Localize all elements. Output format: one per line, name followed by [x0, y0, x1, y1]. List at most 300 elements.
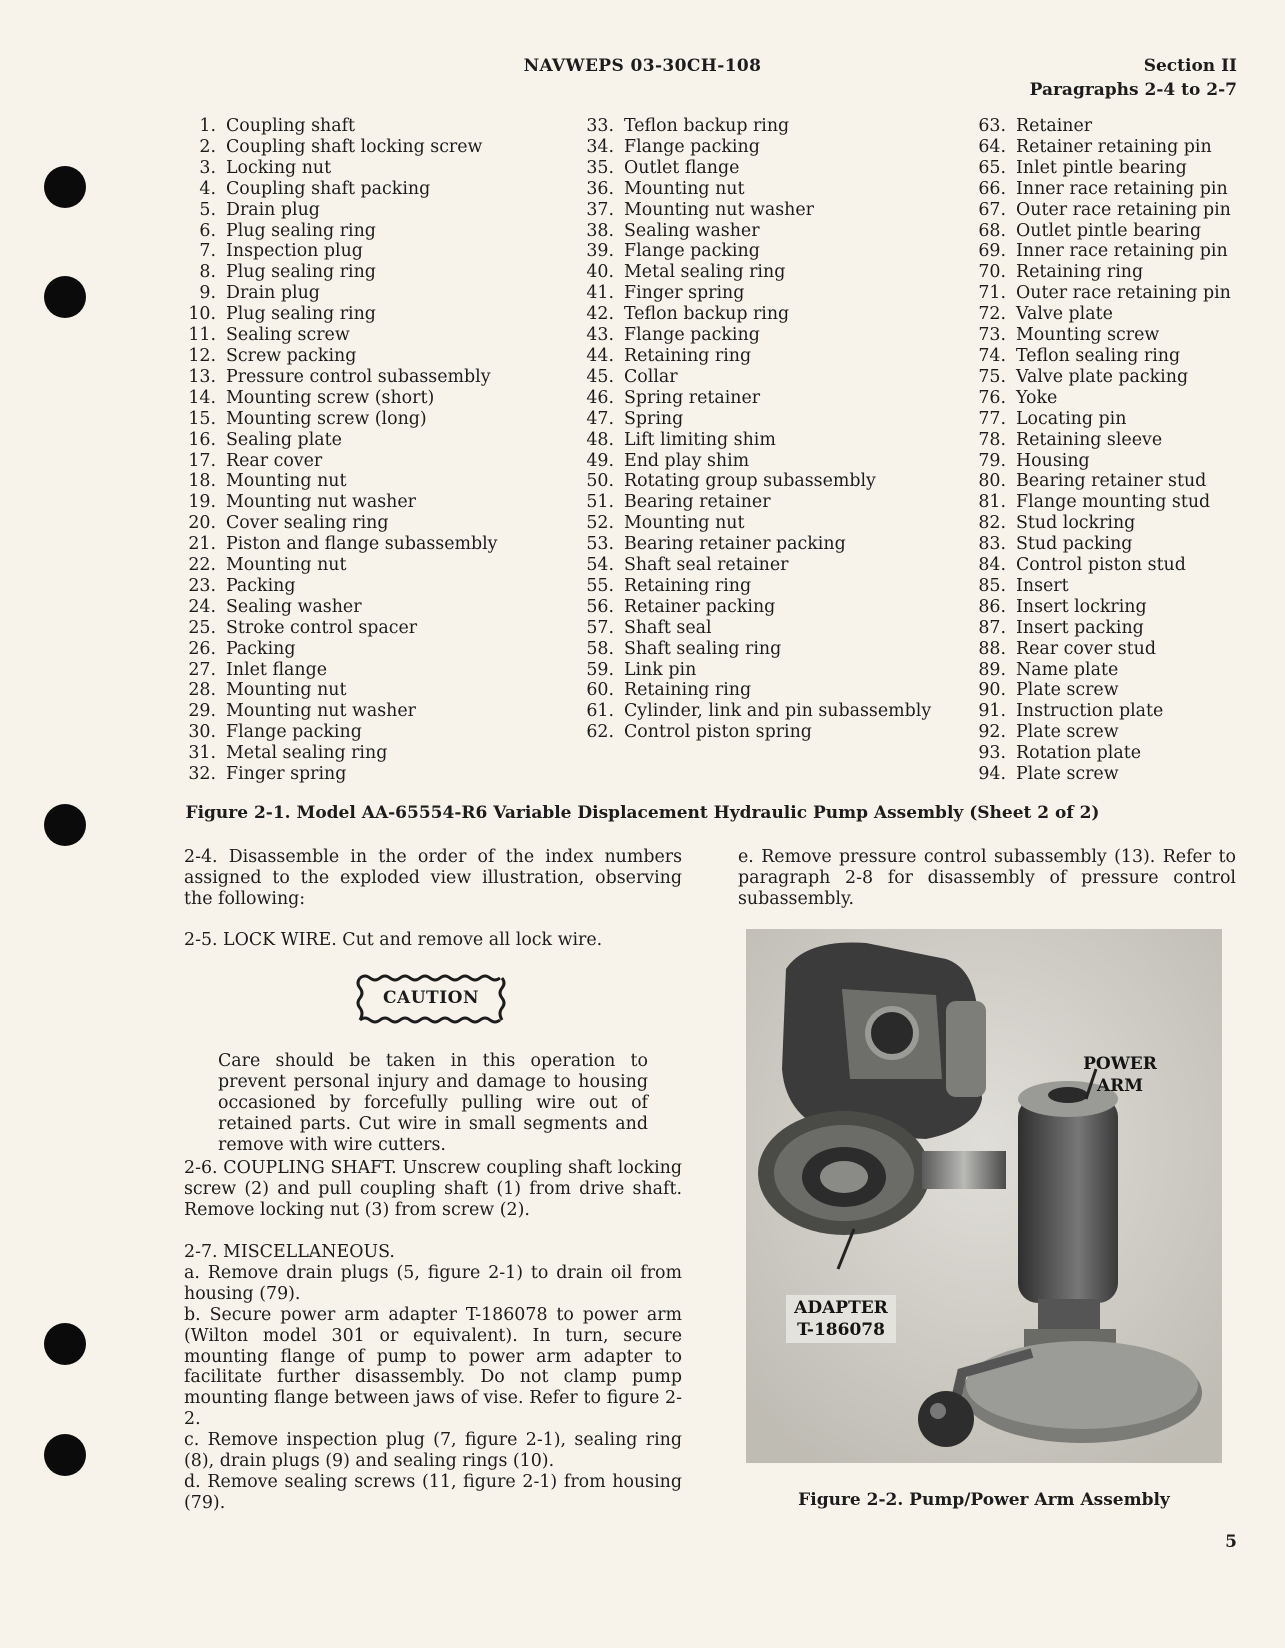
power-arm-label-line1: POWER [1083, 1054, 1157, 1074]
part-name: Retaining ring [624, 345, 752, 366]
parts-list-item [578, 513, 938, 534]
part-name: Stroke control spacer [226, 617, 418, 638]
part-index-number: 17. [188, 450, 216, 471]
part-name: Instruction plate [1016, 701, 1164, 722]
part-name: Control piston spring [624, 722, 812, 743]
part-index-number: 81. [978, 492, 1006, 513]
part-index-number: 20. [188, 513, 216, 534]
part-name: Lift limiting shim [624, 429, 776, 450]
parts-list-item [176, 430, 536, 451]
part-index-number: 1. [199, 116, 216, 136]
part-index-number: 67. [978, 199, 1006, 220]
part-name: Flange packing [624, 136, 760, 157]
part-index-number: 28. [188, 680, 216, 701]
part-index-number: 73. [978, 325, 1006, 346]
parts-list-item [578, 471, 938, 492]
part-name: Inspection plug [226, 241, 363, 262]
paragraph-2-7-d: d. Remove sealing screws (11, figure 2-1) from housing (79). [184, 1471, 682, 1513]
parts-list-item [968, 680, 1258, 701]
parts-list-item [578, 680, 938, 701]
part-name: Plate screw [1016, 722, 1119, 743]
parts-list-item [176, 116, 536, 137]
part-index-number: 11. [188, 325, 216, 346]
part-index-number: 85. [978, 575, 1006, 596]
part-name: Rotating group subassembly [624, 471, 876, 492]
part-index-number: 74. [978, 345, 1006, 366]
part-name: Collar [624, 366, 678, 387]
parts-list-item [176, 492, 536, 513]
part-index-number: 31. [188, 743, 216, 764]
part-name: Sealing plate [226, 429, 342, 450]
part-name: Outer race retaining pin [1016, 283, 1231, 304]
parts-list-item [578, 701, 938, 722]
parts-list-item [578, 451, 938, 472]
paragraph-2-7-a: a. Remove drain plugs (5, figure 2-1) to drain oil from housing (79). [184, 1262, 682, 1304]
part-name: Shaft seal [624, 617, 712, 638]
photo-illustration [746, 929, 1222, 1463]
part-name: Valve plate packing [1016, 366, 1189, 387]
parts-list-item [176, 660, 536, 681]
binder-hole [44, 166, 86, 208]
part-index-number: 33. [586, 116, 614, 136]
part-index-number: 77. [978, 408, 1006, 429]
part-index-number: 13. [188, 366, 216, 387]
part-name: Yoke [1016, 387, 1058, 408]
part-index-number: 41. [586, 283, 614, 304]
part-name: Control piston stud [1016, 555, 1186, 576]
part-name: Teflon backup ring [624, 304, 790, 325]
part-name: Flange packing [624, 325, 760, 346]
parts-list-item [578, 221, 938, 242]
part-name: Bearing retainer packing [624, 534, 846, 555]
part-index-number: 15. [188, 408, 216, 429]
part-index-number: 16. [188, 429, 216, 450]
part-index-number: 76. [978, 387, 1006, 408]
part-name: Rotation plate [1016, 743, 1142, 764]
parts-list-item [176, 179, 536, 200]
part-name: Outlet flange [624, 157, 740, 178]
parts-list-item [578, 179, 938, 200]
parts-list-item [968, 325, 1258, 346]
parts-list-item [968, 158, 1258, 179]
power-arm-label-line2: ARM [1096, 1076, 1144, 1096]
parts-list-item [176, 137, 536, 158]
part-name: Finger spring [226, 764, 347, 785]
paragraph-2-7-c: c. Remove inspection plug (7, figure 2-1), sealing ring (8), drain plugs (9) and sealing rings (10). [184, 1430, 682, 1472]
parts-list-item [578, 555, 938, 576]
part-name: Coupling shaft packing [226, 178, 431, 199]
parts-list-item [578, 158, 938, 179]
part-name: Stud packing [1016, 534, 1133, 555]
part-index-number: 25. [188, 617, 216, 638]
part-index-number: 2. [199, 136, 216, 157]
part-index-number: 93. [978, 743, 1006, 764]
parts-list-column-1 [176, 116, 536, 785]
part-name: Cover sealing ring [226, 513, 389, 534]
part-name: Flange packing [624, 241, 760, 262]
part-index-number: 78. [978, 429, 1006, 450]
parts-list-item [176, 555, 536, 576]
parts-list-item [968, 388, 1258, 409]
parts-list-item [968, 304, 1258, 325]
part-index-number: 24. [188, 596, 216, 617]
part-index-number: 84. [978, 555, 1006, 576]
paragraph-2-7-b: b. Secure power arm adapter T-186078 to power arm (Wilton model 301 or equivalent). In turn, secure mounting flange of pump to power arm adapter to facilitate further disassembly. Do not clamp pump mounting flange between jaws of vise. Refer to figure 2-2. [184, 1304, 682, 1430]
parts-list-item [968, 262, 1258, 283]
part-index-number: 35. [586, 157, 614, 178]
part-name: Retainer [1016, 116, 1093, 136]
parts-list-item [176, 513, 536, 534]
parts-list-item [176, 618, 536, 639]
parts-list-item [578, 200, 938, 221]
part-name: Mounting screw [1016, 325, 1160, 346]
part-index-number: 57. [586, 617, 614, 638]
parts-list-item [578, 722, 938, 743]
part-name: Sealing washer [624, 220, 760, 241]
part-index-number: 5. [199, 199, 216, 220]
part-index-number: 53. [586, 534, 614, 555]
part-index-number: 64. [978, 136, 1006, 157]
parts-list-item [176, 451, 536, 472]
parts-list-item [176, 325, 536, 346]
power-arm-label [1070, 1053, 1170, 1097]
parts-list-item [578, 534, 938, 555]
parts-list-item [968, 367, 1258, 388]
part-index-number: 50. [586, 471, 614, 492]
part-index-number: 47. [586, 408, 614, 429]
figure-2-1-caption: Figure 2-1. Model AA-65554-R6 Variable Displacement Hydraulic Pump Assembly (Sheet 2 of 2) [185, 803, 1100, 823]
part-index-number: 19. [188, 492, 216, 513]
section-reference [1030, 54, 1237, 102]
part-name: Insert [1016, 575, 1069, 596]
parts-list-item [968, 555, 1258, 576]
parts-list-item [578, 409, 938, 430]
part-name: Inlet flange [226, 659, 328, 680]
paragraph-2-5: 2-5. LOCK WIRE. Cut and remove all lock wire. [184, 930, 603, 950]
part-name: Screw packing [226, 345, 357, 366]
parts-list-item [968, 116, 1258, 137]
part-name: Finger spring [624, 283, 745, 304]
part-name: Outer race retaining pin [1016, 199, 1231, 220]
parts-list-item [968, 701, 1258, 722]
parts-list-item [578, 262, 938, 283]
part-name: Insert packing [1016, 617, 1144, 638]
parts-list-item [578, 492, 938, 513]
part-index-number: 80. [978, 471, 1006, 492]
parts-list-item [176, 743, 536, 764]
part-index-number: 43. [586, 325, 614, 346]
parts-list-item [578, 639, 938, 660]
parts-list-item [968, 221, 1258, 242]
part-index-number: 58. [586, 638, 614, 659]
part-name: Teflon backup ring [624, 116, 790, 136]
part-name: Mounting nut washer [226, 701, 416, 722]
document-code: NAVWEPS 03-30CH-108 [523, 56, 762, 76]
parts-list-item [968, 471, 1258, 492]
part-index-number: 59. [586, 659, 614, 680]
part-name: Rear cover stud [1016, 638, 1157, 659]
parts-list-item [578, 367, 938, 388]
parts-list-item [176, 262, 536, 283]
parts-list-item [578, 283, 938, 304]
parts-list-item [578, 576, 938, 597]
parts-list-item [968, 179, 1258, 200]
part-index-number: 36. [586, 178, 614, 199]
parts-list-item [968, 660, 1258, 681]
parts-list-item [176, 221, 536, 242]
part-name: Link pin [624, 659, 697, 680]
page-number: 5 [1225, 1532, 1237, 1552]
part-name: Metal sealing ring [624, 262, 786, 283]
figure-2-2-caption: Figure 2-2. Pump/Power Arm Assembly [798, 1490, 1170, 1510]
parts-list-item [176, 158, 536, 179]
paragraph-2-6 [184, 1158, 682, 1221]
part-name: Bearing retainer [624, 492, 771, 513]
part-index-number: 86. [978, 596, 1006, 617]
part-index-number: 61. [586, 701, 614, 722]
part-index-number: 51. [586, 492, 614, 513]
part-name: Housing [1016, 450, 1090, 471]
part-index-number: 22. [188, 555, 216, 576]
parts-list-item [968, 597, 1258, 618]
part-name: Drain plug [226, 283, 320, 304]
part-name: Sealing screw [226, 325, 350, 346]
parts-list-item [176, 241, 536, 262]
part-index-number: 6. [199, 220, 216, 241]
parts-list-item [176, 764, 536, 785]
parts-list-item [578, 116, 938, 137]
part-name: Teflon sealing ring [1016, 345, 1181, 366]
part-index-number: 9. [199, 283, 216, 304]
part-name: Retaining sleeve [1016, 429, 1163, 450]
part-index-number: 26. [188, 638, 216, 659]
parts-list-item [968, 513, 1258, 534]
part-name: Inlet pintle bearing [1016, 157, 1187, 178]
parts-list-item [176, 597, 536, 618]
part-name: Flange packing [226, 722, 362, 743]
caution-text: Care should be taken in this operation to prevent personal injury and damage to housing occasioned by forcefully pulling wire out of retained parts. Cut wire in small segments and remove with wire cutters. [218, 1051, 648, 1156]
part-index-number: 90. [978, 680, 1006, 701]
binder-hole [44, 276, 86, 318]
parts-list-item [176, 534, 536, 555]
part-index-number: 63. [978, 116, 1006, 136]
part-name: Name plate [1016, 659, 1119, 680]
parts-list-item [968, 764, 1258, 785]
part-index-number: 49. [586, 450, 614, 471]
part-index-number: 87. [978, 617, 1006, 638]
part-index-number: 72. [978, 304, 1006, 325]
part-index-number: 65. [978, 157, 1006, 178]
part-name: Retaining ring [624, 680, 752, 701]
part-index-number: 14. [188, 387, 216, 408]
parts-list-item [176, 471, 536, 492]
parts-list-item [176, 200, 536, 221]
parts-list-item [176, 283, 536, 304]
parts-list-item [968, 409, 1258, 430]
part-name: Retainer retaining pin [1016, 136, 1212, 157]
parts-list-column-3 [968, 116, 1258, 785]
part-name: Mounting nut [624, 178, 745, 199]
part-name: Sealing washer [226, 596, 362, 617]
part-index-number: 92. [978, 722, 1006, 743]
parts-list-item [578, 430, 938, 451]
part-index-number: 30. [188, 722, 216, 743]
part-index-number: 89. [978, 659, 1006, 680]
parts-list-item [968, 451, 1258, 472]
pump-power-arm-photo [746, 929, 1222, 1463]
part-index-number: 45. [586, 366, 614, 387]
parts-list-item [968, 200, 1258, 221]
parts-list-item [968, 618, 1258, 639]
adapter-label [786, 1295, 896, 1343]
parts-list-item [968, 492, 1258, 513]
part-index-number: 44. [586, 345, 614, 366]
part-index-number: 8. [199, 262, 216, 283]
part-index-number: 4. [199, 178, 216, 199]
part-index-number: 18. [188, 471, 216, 492]
parts-list-item [578, 304, 938, 325]
part-index-number: 71. [978, 283, 1006, 304]
part-index-number: 21. [188, 534, 216, 555]
part-index-number: 12. [188, 345, 216, 366]
parts-list-item [176, 722, 536, 743]
part-name: Locking nut [226, 157, 332, 178]
paragraph-range: Paragraphs 2-4 to 2-7 [1029, 80, 1237, 100]
part-name: Spring retainer [624, 387, 761, 408]
part-name: Inner race retaining pin [1016, 178, 1228, 199]
paragraph-2-4: 2-4. Disassemble in the order of the index numbers assigned to the exploded view illustration, observing the following: [184, 847, 682, 909]
parts-list-item [176, 388, 536, 409]
part-name: Plate screw [1016, 764, 1119, 785]
part-name: Locating pin [1016, 408, 1127, 429]
parts-list-item [968, 576, 1258, 597]
part-index-number: 39. [586, 241, 614, 262]
parts-list-item [968, 639, 1258, 660]
paragraph-2-7-e: e. Remove pressure control subassembly (13). Refer to paragraph 2-8 for disassembly of pressure control subassembly. [738, 847, 1236, 909]
part-name: Mounting nut washer [226, 492, 416, 513]
part-index-number: 70. [978, 262, 1006, 283]
parts-list-item [578, 137, 938, 158]
caution-banner [356, 974, 506, 1024]
parts-list-item [176, 576, 536, 597]
part-index-number: 32. [188, 764, 216, 785]
part-index-number: 69. [978, 241, 1006, 262]
part-name: Mounting nut [624, 513, 745, 534]
part-name: Retaining ring [624, 575, 752, 596]
part-name: Pressure control subassembly [226, 366, 491, 387]
part-name: Stud lockring [1016, 513, 1136, 534]
parts-list-item [968, 137, 1258, 158]
parts-list-item [176, 409, 536, 430]
part-index-number: 88. [978, 638, 1006, 659]
part-index-number: 10. [188, 304, 216, 325]
part-index-number: 40. [586, 262, 614, 283]
paragraph-2-6-text: 2-6. COUPLING SHAFT. Unscrew coupling shaft locking screw (2) and pull coupling shaft (1) from drive shaft. Remove locking nut (3) from screw (2). [184, 1158, 682, 1220]
part-name: Plug sealing ring [226, 262, 376, 283]
parts-list-item [176, 304, 536, 325]
parts-list-item [968, 241, 1258, 262]
part-index-number: 34. [586, 136, 614, 157]
part-name: Mounting screw (long) [226, 408, 427, 429]
binder-hole [44, 1323, 86, 1365]
part-index-number: 91. [978, 701, 1006, 722]
part-name: Shaft sealing ring [624, 638, 782, 659]
part-name: Drain plug [226, 199, 320, 220]
part-name: Mounting screw (short) [226, 387, 435, 408]
caution-label: CAUTION [383, 988, 479, 1008]
part-name: Bearing retainer stud [1016, 471, 1207, 492]
part-name: Plate screw [1016, 680, 1119, 701]
parts-list-item [176, 639, 536, 660]
part-index-number: 23. [188, 575, 216, 596]
part-index-number: 94. [978, 764, 1006, 785]
parts-list-item [578, 388, 938, 409]
part-name: Coupling shaft [226, 116, 356, 136]
part-index-number: 55. [586, 575, 614, 596]
part-index-number: 7. [199, 241, 216, 262]
parts-list-item [968, 743, 1258, 764]
part-name: Packing [226, 638, 296, 659]
part-name: Plug sealing ring [226, 304, 376, 325]
section-label: Section II [1143, 56, 1237, 76]
part-name: Plug sealing ring [226, 220, 376, 241]
part-index-number: 56. [586, 596, 614, 617]
parts-list-item [176, 701, 536, 722]
part-name: Shaft seal retainer [624, 555, 789, 576]
parts-list-item [176, 367, 536, 388]
part-name: Piston and flange subassembly [226, 534, 498, 555]
parts-list-item [578, 597, 938, 618]
part-index-number: 60. [586, 680, 614, 701]
part-name: Insert lockring [1016, 596, 1147, 617]
part-name: Retainer packing [624, 596, 776, 617]
paragraph-2-7 [184, 1242, 682, 1514]
paragraph-2-7-title: 2-7. MISCELLANEOUS. [184, 1242, 395, 1262]
parts-list-column-2 [578, 116, 938, 743]
binder-hole [44, 1434, 86, 1476]
parts-list-item [176, 346, 536, 367]
part-index-number: 27. [188, 659, 216, 680]
parts-list-item [176, 680, 536, 701]
part-name: Valve plate [1016, 304, 1113, 325]
part-name: Packing [226, 575, 296, 596]
part-name: Retaining ring [1016, 262, 1144, 283]
part-index-number: 3. [199, 157, 216, 178]
part-index-number: 75. [978, 366, 1006, 387]
part-index-number: 46. [586, 387, 614, 408]
part-index-number: 83. [978, 534, 1006, 555]
part-index-number: 82. [978, 513, 1006, 534]
part-index-number: 38. [586, 220, 614, 241]
parts-list-item [578, 346, 938, 367]
part-name: Metal sealing ring [226, 743, 388, 764]
part-name: Rear cover [226, 450, 323, 471]
parts-list-item [968, 722, 1258, 743]
part-name: Flange mounting stud [1016, 492, 1211, 513]
part-name: Mounting nut [226, 555, 347, 576]
parts-list-item [968, 534, 1258, 555]
parts-list-item [578, 618, 938, 639]
adapter-label-line1: ADAPTER [794, 1298, 888, 1318]
part-index-number: 68. [978, 220, 1006, 241]
part-name: Coupling shaft locking screw [226, 136, 483, 157]
part-index-number: 52. [586, 513, 614, 534]
parts-list-item [578, 325, 938, 346]
part-name: Cylinder, link and pin subassembly [624, 701, 932, 722]
part-index-number: 29. [188, 701, 216, 722]
parts-list-item [578, 241, 938, 262]
parts-list-item [968, 346, 1258, 367]
